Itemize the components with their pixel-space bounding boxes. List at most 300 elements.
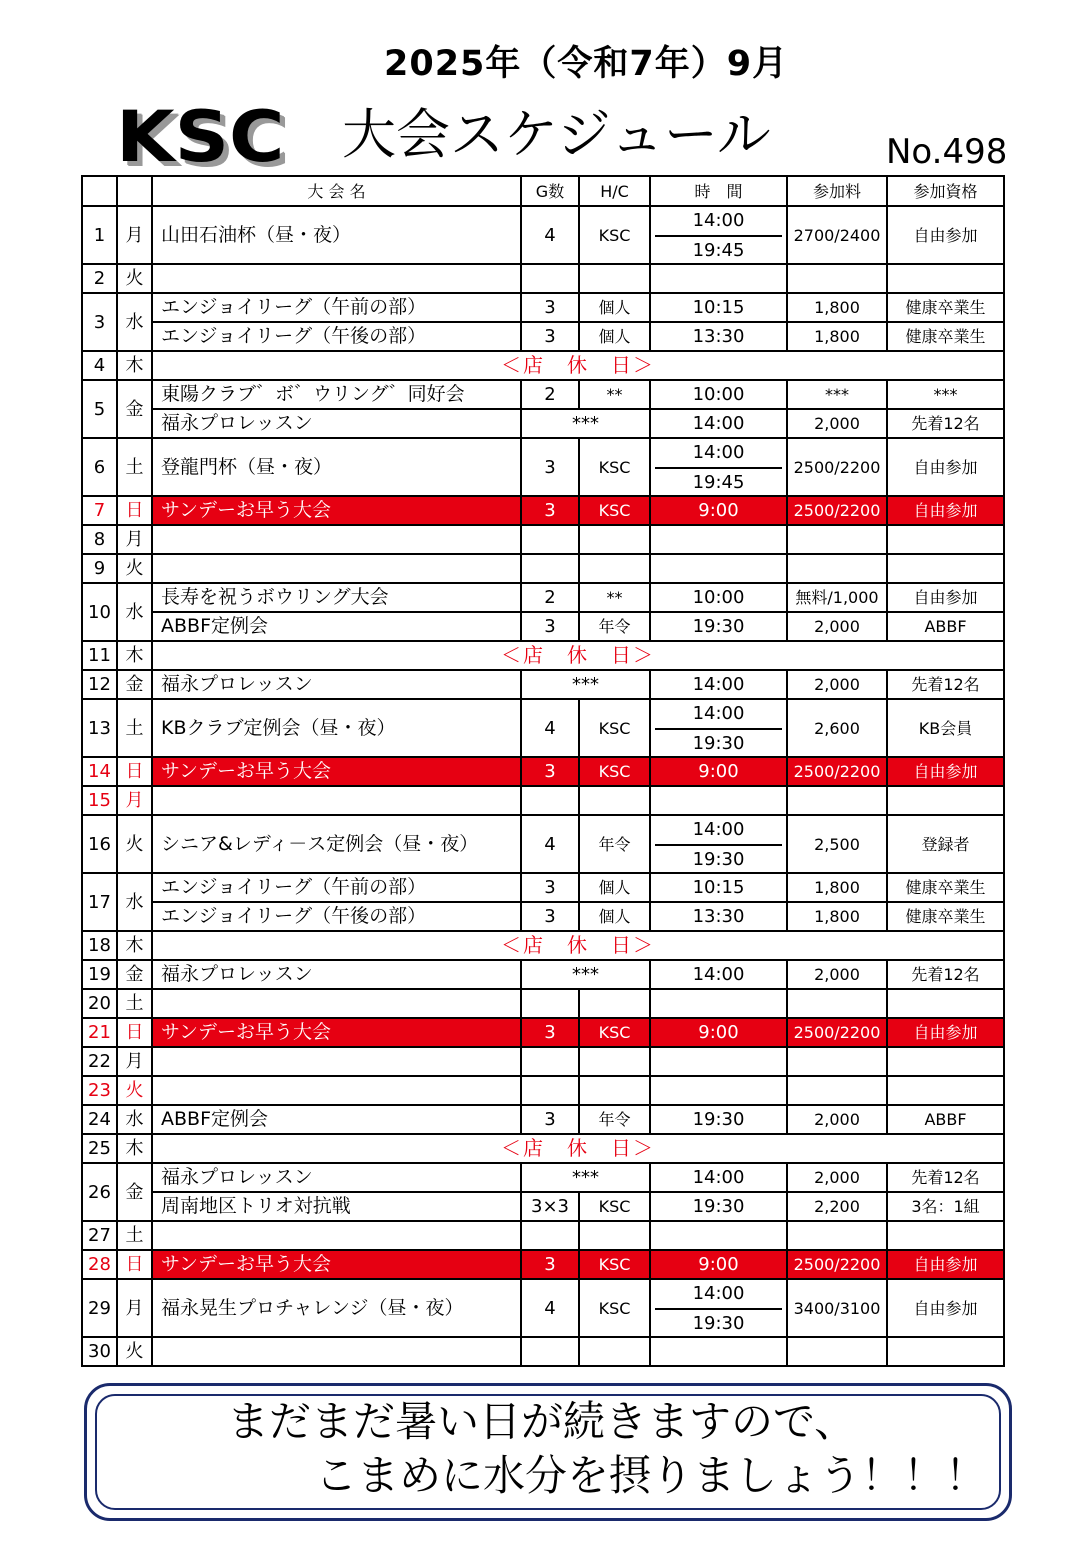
table-row [82,902,1004,931]
day-cell: 26 [82,1163,117,1221]
empty-cell [579,1047,650,1076]
weekday-cell: 水 [117,583,152,641]
empty-cell [650,1047,787,1076]
event-name: 福永プロレッスン [152,670,521,699]
day-cell: 20 [82,989,117,1018]
day-cell: 4 [82,351,117,380]
games-cell: 3 [521,612,579,641]
handicap-cell: 年令 [579,1105,650,1134]
day-cell: 15 [82,786,117,815]
handicap-cell: KSC [579,1279,650,1337]
time-cell: 13:30 [650,902,787,931]
empty-cell [650,554,787,583]
empty-cell [152,989,521,1018]
header-handicap: H/C [579,176,650,206]
weekday-cell: 月 [117,786,152,815]
handicap-cell: 年令 [579,815,650,873]
games-cell: 4 [521,206,579,264]
weekday-cell: 日 [117,1018,152,1047]
games-handicap-cell: *** [521,960,650,989]
weekday-cell: 月 [117,1047,152,1076]
time-cell [650,699,787,757]
table-row [82,989,1004,1018]
empty-cell [521,554,579,583]
time-cell: 19:30 [650,1192,787,1221]
empty-cell [650,1221,787,1250]
weekday-cell: 木 [117,351,152,380]
empty-cell [787,1221,887,1250]
empty-cell [152,1221,521,1250]
eligibility-cell: 先着12名 [887,409,1004,438]
day-cell: 1 [82,206,117,264]
games-cell: 4 [521,699,579,757]
eligibility-cell: 自由参加 [887,496,1004,525]
notice-line-2: こまめに水分を摂りましょう！！！ [315,1451,988,1500]
day-cell: 2 [82,264,117,293]
fee-cell: 1,800 [787,293,887,322]
handicap-cell: 個人 [579,293,650,322]
time-cell [650,815,787,873]
event-name: エンジョイリーグ（午前の部） [152,293,521,322]
empty-cell [152,525,521,554]
empty-cell [887,264,1004,293]
fee-cell: 2500/2200 [787,757,887,786]
handicap-cell: KSC [579,1018,650,1047]
day-cell: 17 [82,873,117,931]
weekday-cell: 金 [117,380,152,438]
empty-cell [787,1337,887,1366]
empty-cell [521,1076,579,1105]
time-cell: 14:00 [650,670,787,699]
empty-cell [650,1337,787,1366]
fee-cell: 2500/2200 [787,438,887,496]
day-cell: 28 [82,1250,117,1279]
time-cell: 10:15 [650,873,787,902]
fee-cell: 2,000 [787,960,887,989]
day-cell: 16 [82,815,117,873]
handicap-cell: 個人 [579,902,650,931]
time-cell: 10:15 [650,293,787,322]
empty-cell [650,525,787,554]
empty-cell [521,1047,579,1076]
ksc-logo: KSC [116,96,285,178]
page-title: 大会スケジュール [342,103,771,166]
fee-cell: 2,000 [787,1163,887,1192]
table-row [82,1337,1004,1366]
header-time: 時 間 [650,176,787,206]
fee-cell: 2,000 [787,1105,887,1134]
fee-cell: 2,500 [787,815,887,873]
empty-cell [152,264,521,293]
weekday-cell: 月 [117,525,152,554]
day-cell: 14 [82,757,117,786]
weekday-cell: 土 [117,1221,152,1250]
event-name: エンジョイリーグ（午後の部） [152,902,521,931]
handicap-cell: KSC [579,438,650,496]
weekday-cell: 火 [117,1076,152,1105]
eligibility-cell: 健康卒業生 [887,902,1004,931]
table-row [82,264,1004,293]
weekday-cell: 月 [117,1279,152,1337]
weekday-cell: 日 [117,757,152,786]
weekday-cell: 金 [117,960,152,989]
empty-cell [887,554,1004,583]
eligibility-cell: 自由参加 [887,1250,1004,1279]
day-cell: 18 [82,931,117,960]
fee-cell: 2,000 [787,670,887,699]
event-name: サンデーお早う大会 [152,496,521,525]
handicap-cell: KSC [579,1250,650,1279]
schedule-table [81,175,1005,1367]
event-name: エンジョイリーグ（午前の部） [152,873,521,902]
eligibility-cell: 先着12名 [887,1163,1004,1192]
time-split [651,816,786,872]
table-row [82,322,1004,351]
notice-line-1: まだまだ暑い日が続きますので、 [227,1397,857,1446]
empty-cell [887,1047,1004,1076]
empty-cell [787,554,887,583]
time-cell: 9:00 [650,1250,787,1279]
fee-cell: *** [787,380,887,409]
time-day: 14:00 [655,700,782,730]
eligibility-cell: 先着12名 [887,670,1004,699]
handicap-cell: 年令 [579,612,650,641]
day-cell: 5 [82,380,117,438]
empty-cell [579,1076,650,1105]
holiday-cell: ＜店 休 日＞ [152,1134,1004,1163]
games-cell: 3 [521,1250,579,1279]
weekday-cell: 水 [117,1105,152,1134]
event-name: 登龍門杯（昼・夜） [152,438,521,496]
table-row [82,438,1004,496]
table-row [82,1279,1004,1337]
header-year-month: 2025年（令和7年）9月 [384,44,789,84]
empty-cell [887,1076,1004,1105]
table-row [82,554,1004,583]
day-cell: 29 [82,1279,117,1337]
table-row [82,1047,1004,1076]
empty-cell [579,554,650,583]
eligibility-cell: 登録者 [887,815,1004,873]
empty-cell [521,1337,579,1366]
empty-cell [521,264,579,293]
table-row [82,496,1004,525]
weekday-cell: 木 [117,641,152,670]
table-row [82,1250,1004,1279]
eligibility-cell: 自由参加 [887,757,1004,786]
games-cell: 3 [521,293,579,322]
event-name: 福永プロレッスン [152,409,521,438]
day-cell: 11 [82,641,117,670]
table-row [82,670,1004,699]
table-row [82,1134,1004,1163]
games-cell: 3 [521,438,579,496]
holiday-cell: ＜店 休 日＞ [152,641,1004,670]
time-cell: 10:00 [650,380,787,409]
empty-cell [650,1076,787,1105]
time-day: 14:00 [655,439,782,469]
eligibility-cell: 健康卒業生 [887,322,1004,351]
event-name: 福永プロレッスン [152,1163,521,1192]
fee-cell: 1,800 [787,873,887,902]
empty-cell [579,989,650,1018]
empty-cell [521,1221,579,1250]
event-name: ABBF定例会 [152,1105,521,1134]
games-cell: 3 [521,322,579,351]
empty-cell [579,1221,650,1250]
empty-cell [521,786,579,815]
time-split [651,700,786,756]
empty-cell [650,786,787,815]
eligibility-cell: 自由参加 [887,583,1004,612]
fee-cell: 2700/2400 [787,206,887,264]
empty-cell [887,786,1004,815]
empty-cell [887,1221,1004,1250]
weekday-cell: 水 [117,873,152,931]
empty-cell [152,554,521,583]
games-cell: 3 [521,1105,579,1134]
event-name: サンデーお早う大会 [152,757,521,786]
table-row [82,1221,1004,1250]
table-row [82,409,1004,438]
empty-cell [521,525,579,554]
table-row [82,293,1004,322]
weekday-cell: 木 [117,931,152,960]
weekday-cell: 木 [117,1134,152,1163]
time-night: 19:30 [692,1313,745,1334]
day-cell: 3 [82,293,117,351]
table-row [82,1192,1004,1221]
weekday-cell: 日 [117,496,152,525]
time-cell: 9:00 [650,1018,787,1047]
day-cell: 7 [82,496,117,525]
day-cell: 27 [82,1221,117,1250]
empty-cell [887,989,1004,1018]
eligibility-cell: 自由参加 [887,206,1004,264]
games-cell: 3×3 [521,1192,579,1221]
handicap-cell: ** [579,380,650,409]
table-row [82,525,1004,554]
time-cell: 9:00 [650,757,787,786]
empty-cell [650,264,787,293]
event-name: 山田石油杯（昼・夜） [152,206,521,264]
event-name: 周南地区トリオ対抗戦 [152,1192,521,1221]
holiday-cell: ＜店 休 日＞ [152,931,1004,960]
time-cell [650,206,787,264]
weekday-cell: 土 [117,699,152,757]
empty-cell [579,1337,650,1366]
table-row [82,786,1004,815]
notice-box [84,1383,1012,1521]
empty-cell [787,1076,887,1105]
games-cell: 3 [521,496,579,525]
games-handicap-cell: *** [521,1163,650,1192]
time-day: 14:00 [655,207,782,237]
fee-cell: 2,200 [787,1192,887,1221]
weekday-cell: 水 [117,293,152,351]
fee-cell: 2500/2200 [787,1250,887,1279]
event-name: エンジョイリーグ（午後の部） [152,322,521,351]
day-cell: 23 [82,1076,117,1105]
games-cell: 2 [521,380,579,409]
event-name: シニア&レディ－ス定例会（昼・夜） [152,815,521,873]
day-cell: 30 [82,1337,117,1366]
table-row [82,815,1004,873]
holiday-cell: ＜店 休 日＞ [152,351,1004,380]
time-night: 19:30 [692,733,745,754]
empty-cell [521,989,579,1018]
eligibility-cell: ABBF [887,612,1004,641]
table-row [82,931,1004,960]
issue-number: No.498 [886,132,1008,172]
day-cell: 24 [82,1105,117,1134]
time-cell [650,438,787,496]
table-row [82,351,1004,380]
table-row [82,583,1004,612]
time-cell [650,1279,787,1337]
header-day [82,176,117,206]
games-cell: 4 [521,1279,579,1337]
empty-cell [887,525,1004,554]
table-row [82,699,1004,757]
weekday-cell: 月 [117,206,152,264]
games-handicap-cell: *** [521,409,650,438]
table-row [82,206,1004,264]
time-cell: 14:00 [650,1163,787,1192]
empty-cell [152,1047,521,1076]
weekday-cell: 火 [117,554,152,583]
day-cell: 10 [82,583,117,641]
table-row [82,612,1004,641]
time-cell: 9:00 [650,496,787,525]
fee-cell: 1,800 [787,322,887,351]
games-handicap-cell: *** [521,670,650,699]
event-name: KBクラブ定例会（昼・夜） [152,699,521,757]
handicap-cell: KSC [579,496,650,525]
handicap-cell: KSC [579,757,650,786]
header-eligibility: 参加資格 [887,176,1004,206]
games-cell: 2 [521,583,579,612]
time-day: 14:00 [655,1280,782,1310]
fee-cell: 2,000 [787,612,887,641]
table-row [82,641,1004,670]
event-name: 福永晃生プロチャレンジ（昼・夜） [152,1279,521,1337]
eligibility-cell: 3名：1組 [887,1192,1004,1221]
header-games: G数 [521,176,579,206]
fee-cell: 2500/2200 [787,496,887,525]
eligibility-cell: 自由参加 [887,1279,1004,1337]
handicap-cell: KSC [579,206,650,264]
empty-cell [152,786,521,815]
weekday-cell: 火 [117,264,152,293]
time-cell: 19:30 [650,1105,787,1134]
handicap-cell: 個人 [579,322,650,351]
games-cell: 3 [521,1018,579,1047]
time-cell: 19:30 [650,612,787,641]
fee-cell: 3400/3100 [787,1279,887,1337]
weekday-cell: 土 [117,438,152,496]
empty-cell [579,786,650,815]
weekday-cell: 火 [117,815,152,873]
games-cell: 3 [521,873,579,902]
table-row [82,960,1004,989]
event-name: 福永プロレッスン [152,960,521,989]
games-cell: 4 [521,815,579,873]
weekday-cell: 日 [117,1250,152,1279]
empty-cell [579,525,650,554]
header-weekday [117,176,152,206]
fee-cell: 2,000 [787,409,887,438]
time-cell: 10:00 [650,583,787,612]
event-name: 長寿を祝うボウリング大会 [152,583,521,612]
fee-cell: 無料/1,000 [787,583,887,612]
eligibility-cell: 先着12名 [887,960,1004,989]
event-name: ABBF定例会 [152,612,521,641]
eligibility-cell: 自由参加 [887,438,1004,496]
time-cell: 14:00 [650,409,787,438]
day-cell: 12 [82,670,117,699]
weekday-cell: 火 [117,1337,152,1366]
eligibility-cell: 健康卒業生 [887,873,1004,902]
table-header-row [82,176,1004,206]
event-name: サンデーお早う大会 [152,1018,521,1047]
empty-cell [787,1047,887,1076]
time-split [651,439,786,495]
day-cell: 19 [82,960,117,989]
empty-cell [787,264,887,293]
empty-cell [787,525,887,554]
schedule-body [82,206,1004,1366]
eligibility-cell: ABBF [887,1105,1004,1134]
eligibility-cell: 健康卒業生 [887,293,1004,322]
event-name: サンデーお早う大会 [152,1250,521,1279]
time-split [651,1280,786,1336]
games-cell: 3 [521,757,579,786]
time-cell: 14:00 [650,960,787,989]
time-cell: 13:30 [650,322,787,351]
time-day: 14:00 [655,816,782,846]
time-night: 19:45 [692,472,745,493]
games-cell: 3 [521,902,579,931]
day-cell: 8 [82,525,117,554]
day-cell: 13 [82,699,117,757]
fee-cell: 1,800 [787,902,887,931]
empty-cell [887,1337,1004,1366]
table-row [82,757,1004,786]
day-cell: 9 [82,554,117,583]
empty-cell [579,264,650,293]
empty-cell [787,989,887,1018]
handicap-cell: ** [579,583,650,612]
eligibility-cell: 自由参加 [887,1018,1004,1047]
weekday-cell: 金 [117,1163,152,1221]
table-row [82,1163,1004,1192]
time-night: 19:45 [692,240,745,261]
fee-cell: 2,600 [787,699,887,757]
day-cell: 22 [82,1047,117,1076]
table-row [82,873,1004,902]
weekday-cell: 土 [117,989,152,1018]
handicap-cell: KSC [579,1192,650,1221]
table-row [82,1076,1004,1105]
time-night: 19:30 [692,849,745,870]
day-cell: 21 [82,1018,117,1047]
time-split [651,207,786,263]
table-row [82,1018,1004,1047]
weekday-cell: 金 [117,670,152,699]
eligibility-cell: *** [887,380,1004,409]
header-fee: 参加料 [787,176,887,206]
